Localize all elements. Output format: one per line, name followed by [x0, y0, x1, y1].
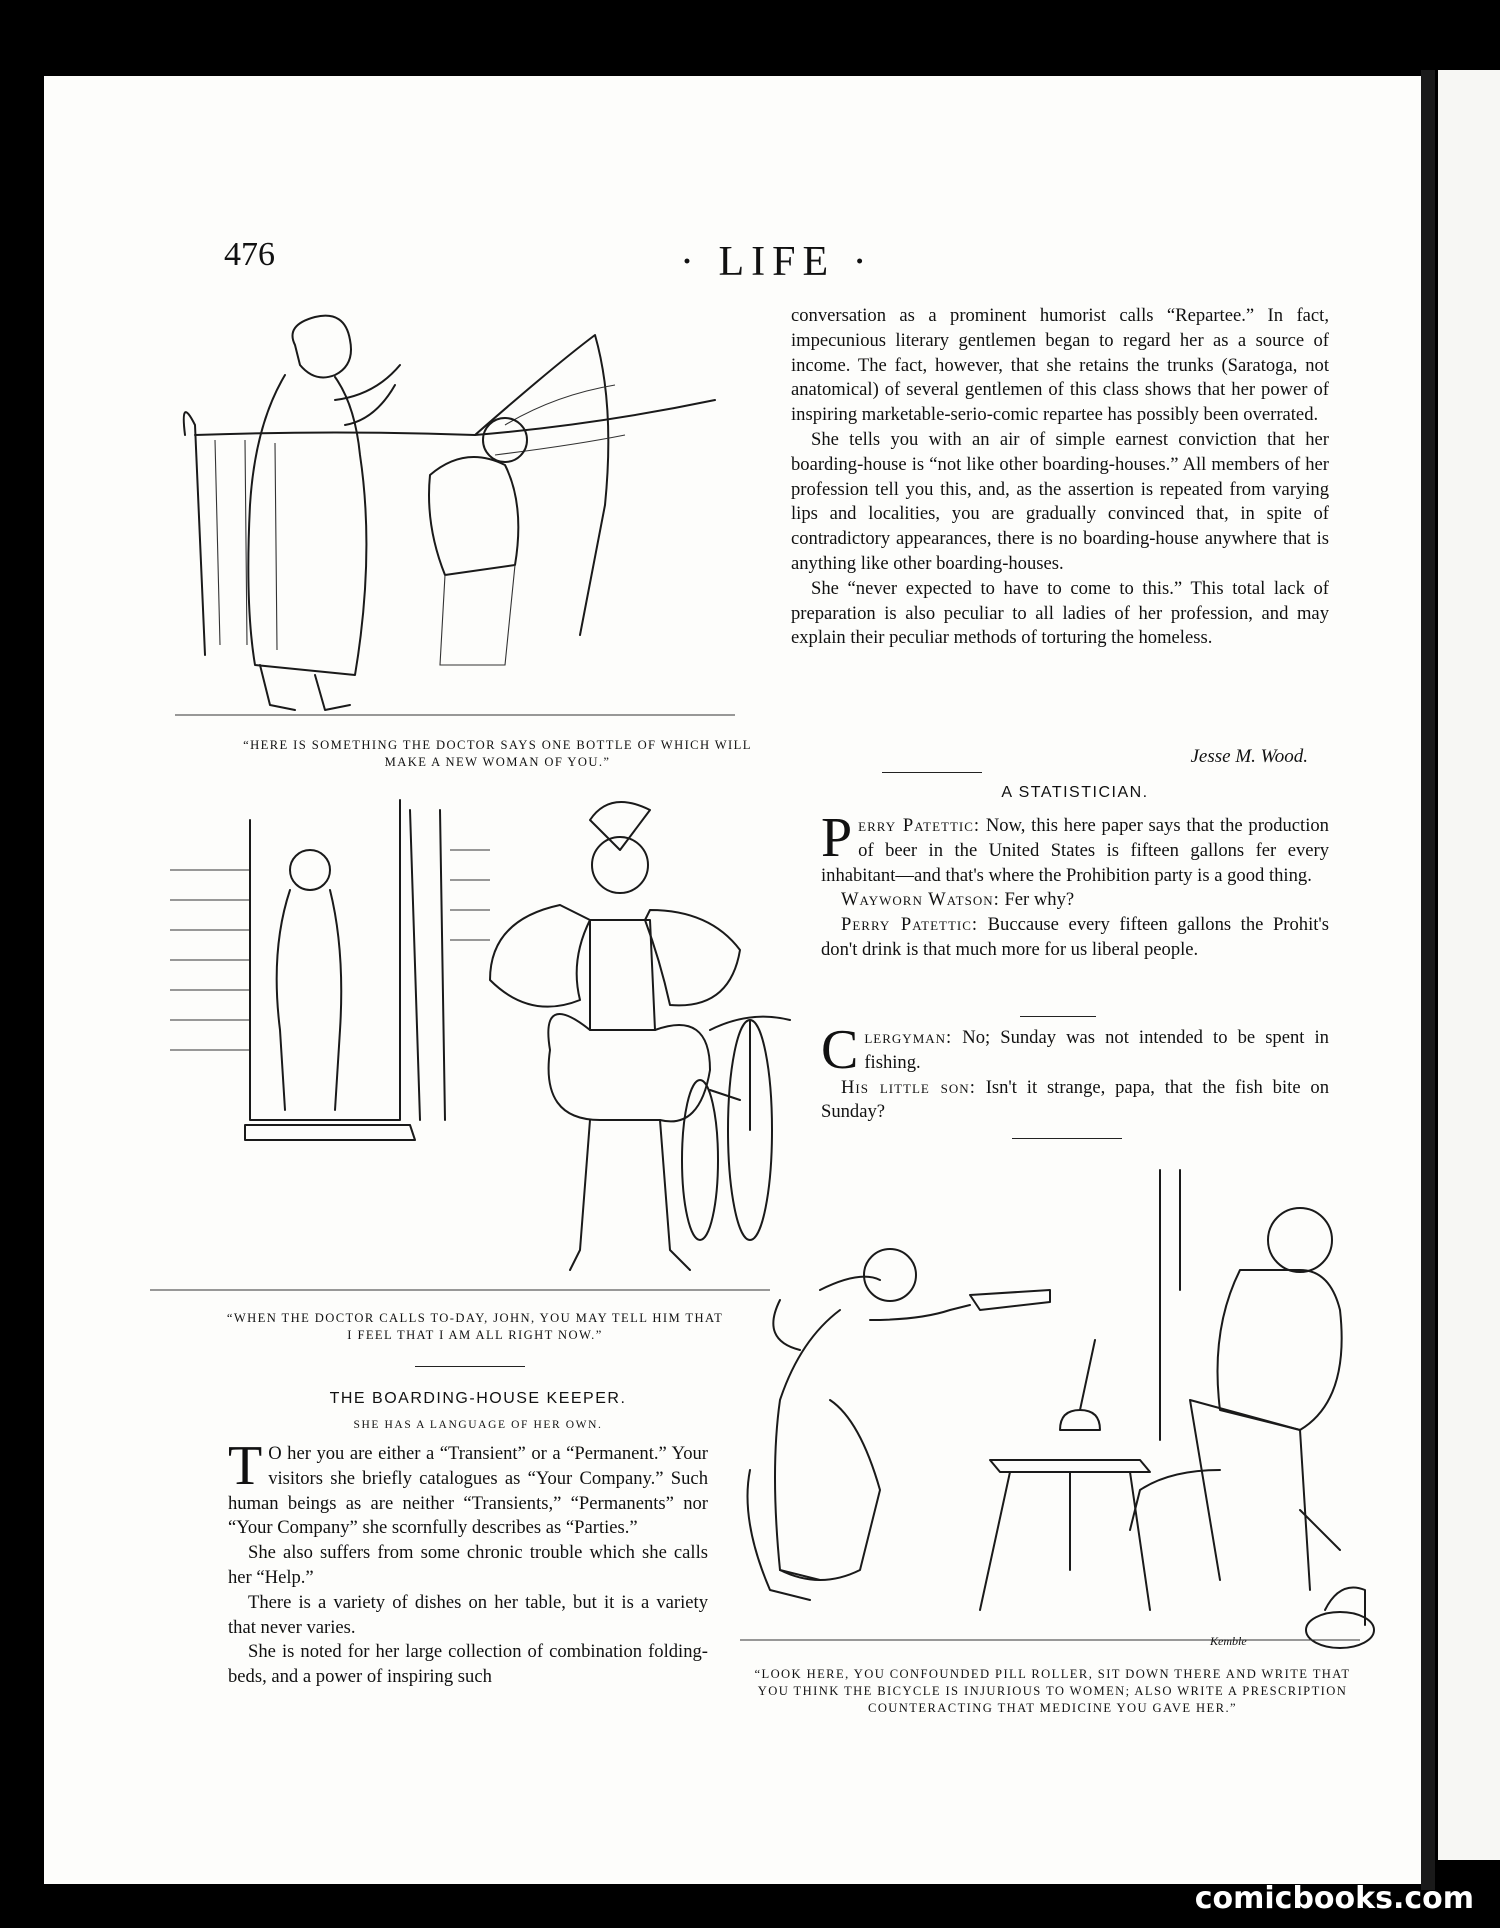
cartoon-bicycle-woman [150, 790, 810, 1310]
dropcap-t: T [228, 1435, 263, 1497]
paragraph-3: There is a variety of dishes on her table, but it is a variety that never varies. [228, 1591, 708, 1638]
dialogue-clergyman: No; Sunday was not intended to be spent in fishing. [864, 1027, 1329, 1073]
author-signature: Jesse M. Wood. [1190, 746, 1308, 767]
article-body-boarding-house-left [228, 1435, 708, 1690]
article-body-clergyman [821, 1019, 1329, 1125]
section-rule [415, 1366, 525, 1367]
paragraph-4: She is noted for her large collection of combination folding-beds, and a power of inspiring such [228, 1641, 708, 1688]
dialogue-1: Now, this here paper says that the production of beer in the United States is fifteen gallons fer every inhabitant—and that's where the Prohibition party is a good thing. [821, 815, 1329, 886]
cartoon-revolver-doctor [740, 1170, 1380, 1660]
dialogue-2: Fer why? [1004, 889, 1075, 911]
dialogue-son: Isn't it strange, papa, that the fish bite on Sunday? [821, 1076, 1329, 1123]
signature-rule [882, 772, 982, 773]
section-rule [1012, 1138, 1122, 1139]
paragraph-7: She “never expected to have to come to this.” This total lack of preparation is also peculiar to all ladies of her profession, and may explain their peculiar methods of torturing the homeless. [791, 577, 1329, 649]
paragraph-6: She tells you with an air of simple earnest conviction that her boarding-house is “not like other boarding-houses.” All members of her profession tell you this, and, as the assertion is repeated from varying lips and localities, you are gradually convinced that, in spite of contradictory appearances, there is no boarding-house anywhere that is anything like other boarding-houses. [791, 428, 1329, 574]
masthead-title: · LIFE · [680, 239, 874, 285]
speaker-perry-2: Perry Patettic: [841, 914, 979, 936]
speaker-perry-1: erry Patettic: [858, 815, 981, 836]
adjacent-page-edge [1438, 70, 1500, 1860]
artist-signature: Kemble [1210, 1634, 1247, 1648]
book-spine [1421, 70, 1435, 1890]
speaker-wayworn: Wayworn Watson: [841, 889, 1000, 911]
paragraph-5: conversation as a prominent humorist calls “Repartee.” In fact, impecunious literary gentlemen began to regard her as a source of income. The fact, however, that she retains the trunks (Saratoga, not anatomical) of several gentlemen of this class shows that her power of inspiring marketable-serio-comic repartee has possibly been overrated. [791, 305, 1329, 426]
dialogue-3: Buccause every fifteen gallons the Prohit's don't drink is that much more for us liberal people. [821, 914, 1329, 960]
article-title-boarding-house: THE BOARDING-HOUSE KEEPER. [329, 1390, 627, 1407]
section-rule [1020, 1016, 1096, 1017]
caption-cartoon-3: “LOOK HERE, YOU CONFOUNDED PILL ROLLER, SIT DOWN THERE AND WRITE THAT YOU THINK THE BICYCLE IS INJURIOUS TO WOMEN; ALSO WRITE A PRESCRIPTION COUNTERACTING THAT MEDICINE YOU GAVE HER.” [754, 1667, 1351, 1715]
dropcap-c: C [821, 1019, 859, 1081]
dropcap-p: P [821, 807, 853, 869]
article-title-statistician: A STATISTICIAN. [1001, 784, 1149, 801]
article-body-statistician [821, 807, 1329, 963]
cartoon-doctor-bedside [175, 305, 755, 725]
watermark: comicbooks.com [1194, 1881, 1474, 1916]
page-number: 476 [224, 236, 275, 273]
caption-cartoon-2: “WHEN THE DOCTOR CALLS TO-DAY, JOHN, YOU MAY TELL HIM THAT I FEEL THAT I AM ALL RIGHT NOW.” [226, 1311, 724, 1342]
caption-cartoon-1: “HERE IS SOMETHING THE DOCTOR SAYS ONE BOTTLE OF WHICH WILL MAKE A NEW WOMAN OF YOU.” [243, 738, 752, 769]
paragraph-2: She also suffers from some chronic trouble which she calls her “Help.” [228, 1542, 708, 1588]
speaker-son: His little son: [841, 1076, 976, 1098]
speaker-clergyman: lergyman: [864, 1027, 953, 1048]
article-body-boarding-house-right [791, 304, 1329, 651]
article-subtitle-boarding-house: SHE HAS A LANGUAGE OF HER OWN. [353, 1419, 603, 1431]
paragraph-1: O her you are either a “Transient” or a “Permanent.” Your visitors she briefly catalogues as “Your Company.” Such human beings as are neither “Transients,” “Permanents” nor “Your Company” she scornfully describes as “Parties.” [228, 1443, 708, 1539]
